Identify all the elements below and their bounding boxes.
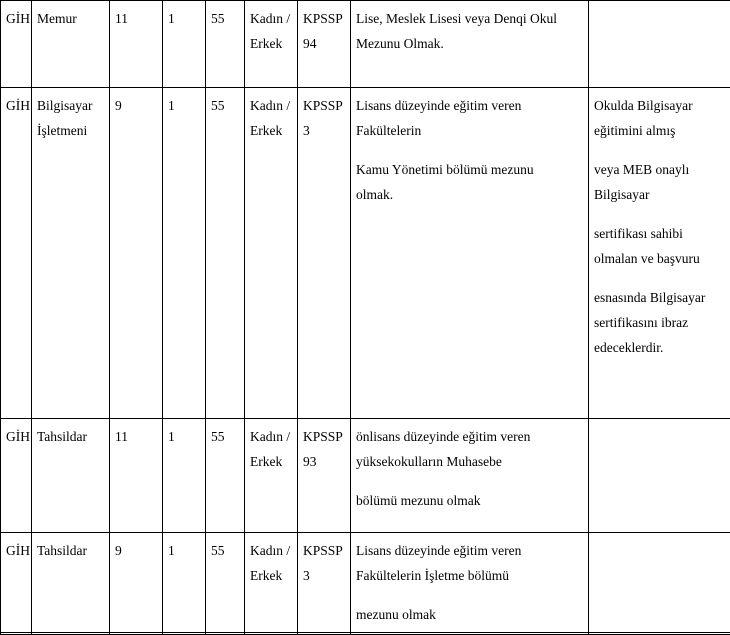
paragraph: veya MEB onaylı Bilgisayar xyxy=(594,158,726,208)
cell-sinif: GİH xyxy=(1,533,32,635)
cell-cinsiyet: Kadın / Erkek xyxy=(245,88,298,419)
cell-derece: 9 xyxy=(110,88,163,419)
cell-unvan: Tahsildar xyxy=(32,419,110,533)
cell-yas: 55 xyxy=(206,533,245,635)
cell-ogrenim-durumu xyxy=(351,88,589,419)
cell-sinif: GİH xyxy=(1,419,32,533)
cell-kpss-puan-turu: KPSSP3 xyxy=(298,88,351,419)
cell-cinsiyet: Kadın / Erkek xyxy=(245,533,298,635)
cell-ogrenim-durumu: Lise, Meslek Lisesi veya Denqi Okul Mezunu Olmak. xyxy=(351,1,589,88)
table-row xyxy=(1,533,730,635)
paragraph: bölümü mezunu olmak xyxy=(356,489,584,514)
cell-unvan: Tahsildar xyxy=(32,533,110,635)
cell-cinsiyet: Kadın / Erkek xyxy=(245,419,298,533)
paragraph: Kamu Yönetimi bölümü mezunu olmak. xyxy=(356,158,584,208)
cell-adet: 1 xyxy=(163,1,206,88)
cell-derece: 11 xyxy=(110,419,163,533)
table-row xyxy=(1,419,730,533)
cell-cinsiyet: Kadın / Erkek xyxy=(245,1,298,88)
cell-ozel-sartlar xyxy=(589,1,730,88)
table-row xyxy=(1,1,730,88)
paragraph: önlisans düzeyinde eğitim veren yüksekokulların Muhasebe xyxy=(356,425,584,475)
cell-yas: 55 xyxy=(206,419,245,533)
cell-derece: 9 xyxy=(110,533,163,635)
cell-ozel-sartlar xyxy=(589,88,730,419)
cell-ogrenim-durumu xyxy=(351,533,589,635)
paragraph: mezunu olmak xyxy=(356,603,584,628)
cell-yas: 55 xyxy=(206,88,245,419)
cell-adet: 1 xyxy=(163,419,206,533)
paragraph: Lisans düzeyinde eğitim veren Fakültelerin xyxy=(356,94,584,144)
cell-unvan: Bilgisayar İşletmeni xyxy=(32,88,110,419)
paragraph: Okulda Bilgisayar eğitimini almış xyxy=(594,94,726,144)
cell-derece: 11 xyxy=(110,1,163,88)
cell-sinif: GİH xyxy=(1,88,32,419)
paragraph: sertifikası sahibi olmalan ve başvuru xyxy=(594,222,726,272)
table-row xyxy=(1,88,730,419)
cell-ozel-sartlar xyxy=(589,419,730,533)
cell-kpss-puan-turu: KPSSP93 xyxy=(298,419,351,533)
cell-yas: 55 xyxy=(206,1,245,88)
paragraph: esnasında Bilgisayar sertifikasını ibraz edeceklerdir. xyxy=(594,286,726,361)
cell-kpss-puan-turu: KPSSP3 xyxy=(298,533,351,635)
cell-unvan: Memur xyxy=(32,1,110,88)
paragraph: Lisans düzeyinde eğitim veren Fakültelerin İşletme bölümü xyxy=(356,539,584,589)
cell-adet: 1 xyxy=(163,88,206,419)
cell-ogrenim-durumu xyxy=(351,419,589,533)
cell-ozel-sartlar xyxy=(589,533,730,635)
cell-kpss-puan-turu: KPSSP94 xyxy=(298,1,351,88)
cell-adet: 1 xyxy=(163,533,206,635)
cell-sinif: GİH xyxy=(1,1,32,88)
